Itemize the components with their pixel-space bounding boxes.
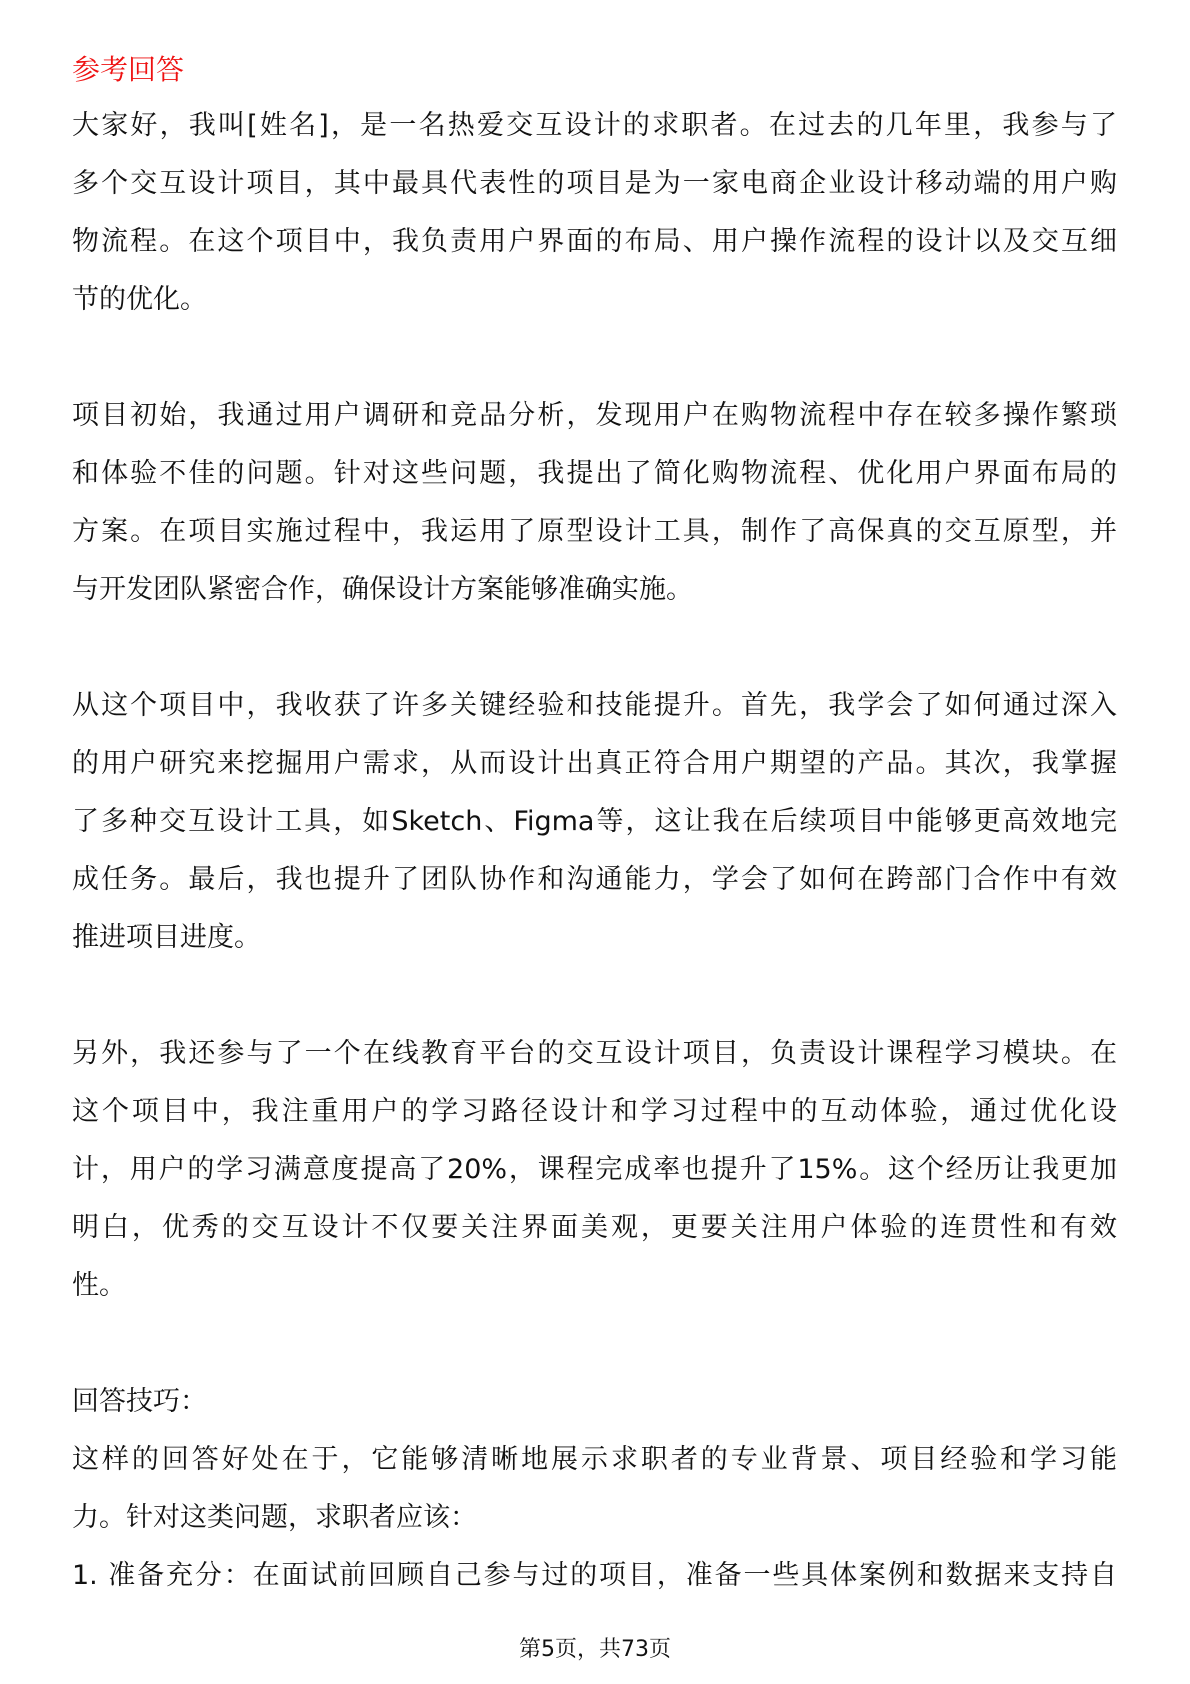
paragraph — [72, 97, 1117, 329]
paragraph-spacer — [72, 619, 1117, 677]
paragraph-line: 多个交互设计项目，其中最具代表性的项目是为一家电商企业设计移动端的用户购 — [72, 168, 1117, 199]
paragraph-spacer — [72, 967, 1117, 1025]
paragraph-line: 方案。在项目实施过程中，我运用了原型设计工具，制作了高保真的交互原型，并 — [72, 516, 1117, 547]
paragraph-line: 成任务。最后，我也提升了团队协作和沟通能力，学会了如何在跨部门合作中有效 — [72, 864, 1117, 895]
paragraph-line: 推进项目进度。 — [72, 922, 261, 953]
tips-heading: 回答技巧： — [72, 1386, 207, 1417]
paragraph-line: 与开发团队紧密合作，确保设计方案能够准确实施。 — [72, 574, 693, 605]
tips-line: 力。针对这类问题，求职者应该： — [72, 1502, 477, 1533]
paragraph — [72, 387, 1117, 619]
paragraph-line: 计，用户的学习满意度提高了20%，课程完成率也提升了15%。这个经历让我更加 — [72, 1154, 1117, 1185]
paragraph-spacer — [72, 329, 1117, 387]
document-body — [72, 43, 1117, 1605]
paragraph-line: 了多种交互设计工具，如Sketch、Figma等，这让我在后续项目中能够更高效地完 — [72, 806, 1117, 837]
paragraph-line: 物流程。在这个项目中，我负责用户界面的布局、用户操作流程的设计以及交互细 — [72, 226, 1117, 257]
paragraph-line: 大家好，我叫[姓名]，是一名热爱交互设计的求职者。在过去的几年里，我参与了 — [72, 110, 1117, 141]
section-title: 参考回答 — [72, 53, 185, 86]
tips-line: 这样的回答好处在于，它能够清晰地展示求职者的专业背景、项目经验和学习能 — [72, 1444, 1117, 1475]
paragraph-line: 节的优化。 — [72, 284, 207, 315]
paragraph-line: 项目初始，我通过用户调研和竞品分析，发现用户在购物流程中存在较多操作繁琐 — [72, 400, 1117, 431]
paragraph-spacer — [72, 1315, 1117, 1373]
page-number: 第5页，共73页 — [519, 1637, 671, 1662]
tips-line: 1. 准备充分：在面试前回顾自己参与过的项目，准备一些具体案例和数据来支持自 — [72, 1560, 1117, 1591]
paragraph — [72, 1025, 1117, 1315]
paragraph-line: 明白，优秀的交互设计不仅要关注界面美观，更要关注用户体验的连贯性和有效 — [72, 1212, 1117, 1243]
paragraph-line: 性。 — [72, 1270, 126, 1301]
paragraph-line: 和体验不佳的问题。针对这些问题，我提出了简化购物流程、优化用户界面布局的 — [72, 458, 1117, 489]
paragraph-line: 从这个项目中，我收获了许多关键经验和技能提升。首先，我学会了如何通过深入 — [72, 690, 1117, 721]
paragraph — [72, 677, 1117, 967]
paragraph-line: 的用户研究来挖掘用户需求，从而设计出真正符合用户期望的产品。其次，我掌握 — [72, 748, 1117, 779]
paragraph-line: 这个项目中，我注重用户的学习路径设计和学习过程中的互动体验，通过优化设 — [72, 1096, 1117, 1127]
paragraph-line: 另外，我还参与了一个在线教育平台的交互设计项目，负责设计课程学习模块。在 — [72, 1038, 1117, 1069]
